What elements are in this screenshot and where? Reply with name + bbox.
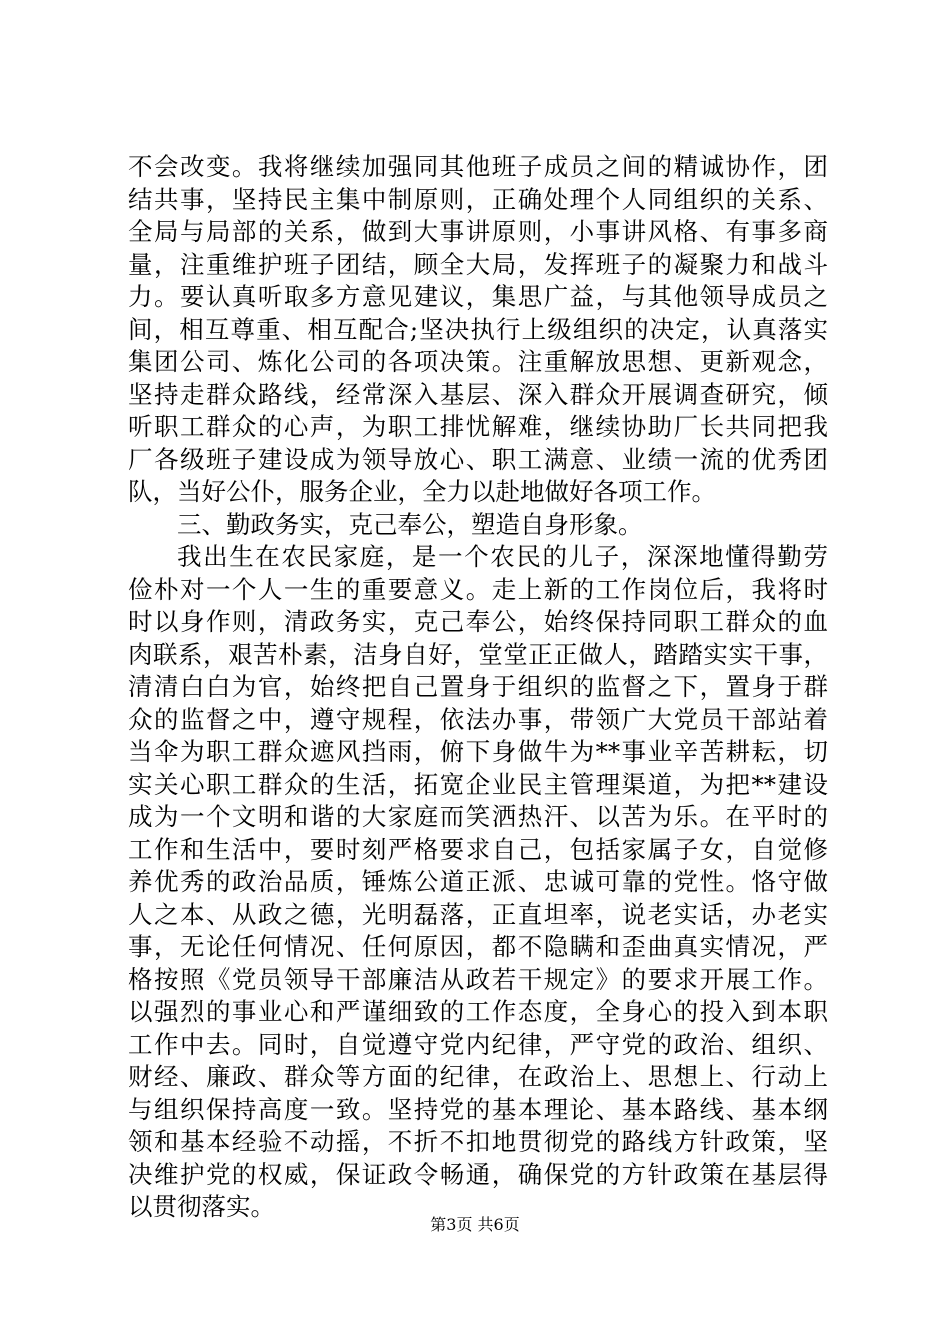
text-line: 工作和生活中，要时刻严格要求自己，包括家属子女，自觉修 bbox=[128, 834, 828, 864]
text-line: 听职工群众的心声，为职工排忧解难，继续协助厂长共同把我 bbox=[128, 412, 828, 441]
text-line: 清清白白为官，始终把自己置身于组织的监督之下，置身于群 bbox=[128, 672, 828, 701]
text-line: 格按照《党员领导干部廉洁从政若干规定》的要求开展工作。 bbox=[128, 964, 828, 994]
text-line: 众的监督之中，遵守规程，依法办事，带领广大党员干部站着 bbox=[128, 704, 828, 734]
text-line: 不会改变。我将继续加强同其他班子成员之间的精诚协作，团 bbox=[128, 152, 828, 181]
text-line: 当伞为职工群众遮风挡雨，俯下身做牛为**事业辛苦耕耘，切 bbox=[128, 737, 828, 766]
text-line: 我出生在农民家庭，是一个农民的儿子，深深地懂得勤劳 bbox=[177, 542, 828, 571]
text-line: 肉联系，艰苦朴素，洁身自好，堂堂正正做人，踏踏实实干事， bbox=[128, 639, 828, 669]
text-line: 工作中去。同时，自觉遵守党内纪律，严守党的政治、组织、 bbox=[128, 1029, 828, 1059]
text-line: 以强烈的事业心和严谨细致的工作态度，全身心的投入到本职 bbox=[128, 997, 828, 1026]
text-line: 集团公司、炼化公司的各项决策。注重解放思想、更新观念， bbox=[128, 347, 828, 376]
text-line: 力。要认真听取多方意见建议，集思广益，与其他领导成员之 bbox=[128, 282, 828, 311]
text-line: 全局与局部的关系，做到大事讲原则，小事讲风格、有事多商 bbox=[128, 217, 828, 246]
text-line: 决维护党的权威，保证政令畅通，确保党的方针政策在基层得 bbox=[128, 1159, 828, 1189]
text-line: 厂各级班子建设成为领导放心、职工满意、业绩一流的优秀团 bbox=[128, 444, 828, 474]
text-line: 以贯彻落实。 bbox=[128, 1192, 275, 1221]
section-heading: 三、勤政务实，克己奉公，塑造自身形象。 bbox=[177, 509, 643, 539]
text-line: 实关心职工群众的生活，拓宽企业民主管理渠道，为把**建设 bbox=[128, 769, 828, 799]
text-line: 队，当好公仆，服务企业，全力以赴地做好各项工作。 bbox=[128, 477, 716, 506]
text-line: 坚持走群众路线，经常深入基层、深入群众开展调查研究，倾 bbox=[128, 379, 828, 409]
text-line: 人之本、从政之德，光明磊落，正直坦率，说老实话，办老实 bbox=[128, 899, 828, 929]
document-body bbox=[128, 151, 828, 1224]
text-line: 事，无论任何情况、任何原因，都不隐瞒和歪曲真实情况，严 bbox=[128, 932, 828, 961]
text-line: 时以身作则，清政务实，克己奉公，始终保持同职工群众的血 bbox=[128, 607, 828, 636]
text-line: 财经、廉政、群众等方面的纪律，在政治上、思想上、行动上 bbox=[128, 1062, 828, 1091]
text-line: 俭朴对一个人一生的重要意义。走上新的工作岗位后，我将时 bbox=[128, 574, 828, 604]
text-line: 养优秀的政治品质，锤炼公道正派、忠诚可靠的党性。恪守做 bbox=[128, 867, 828, 896]
text-line: 量，注重维护班子团结，顾全大局，发挥班子的凝聚力和战斗 bbox=[128, 249, 828, 279]
text-line: 与组织保持高度一致。坚持党的基本理论、基本路线、基本纲 bbox=[128, 1094, 828, 1124]
text-line: 成为一个文明和谐的大家庭而笑洒热汗、以苦为乐。在平时的 bbox=[128, 802, 828, 831]
text-line: 领和基本经验不动摇，不折不扣地贯彻党的路线方针政策，坚 bbox=[128, 1127, 828, 1156]
text-line: 间，相互尊重、相互配合;坚决执行上级组织的决定，认真落实 bbox=[128, 314, 828, 344]
page-number-footer: 第3页 共6页 bbox=[430, 1215, 520, 1234]
text-line: 结共事，坚持民主集中制原则，正确处理个人同组织的关系、 bbox=[128, 184, 828, 214]
